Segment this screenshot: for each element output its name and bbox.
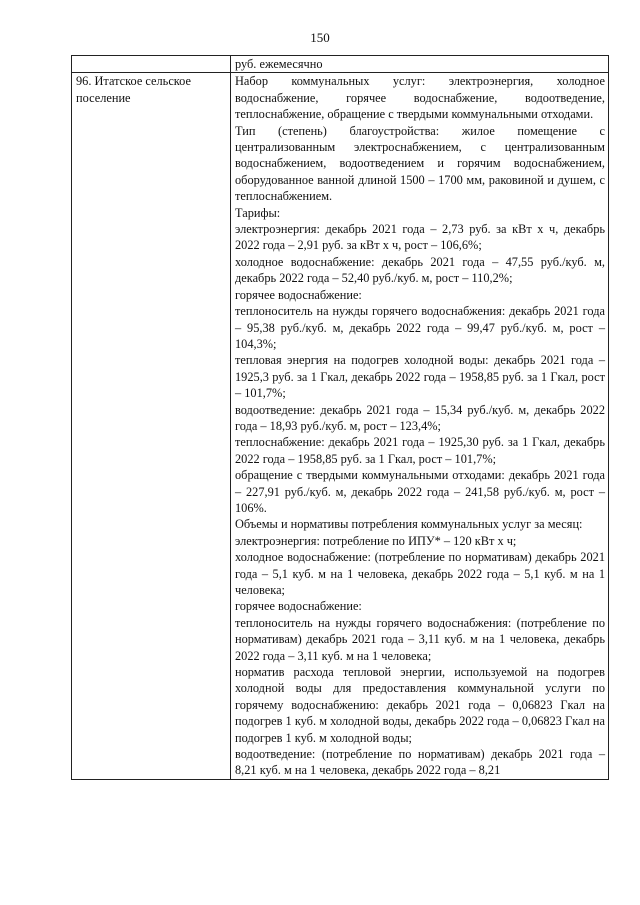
paragraph-tariff-heating: теплоснабжение: декабрь 2021 года – 1925,30 руб. за 1 Гкал, декабрь 2022 года – 1958,85 руб. за 1 Гкал, рост – 101,7%; xyxy=(235,435,605,466)
paragraph-tariff-sewerage: водоотведение: декабрь 2021 года – 15,34 руб./куб. м, декабрь 2022 года – 18,93 руб./куб. м, рост – 123,4%; xyxy=(235,402,605,433)
paragraph-tariffs-heading: Тарифы: xyxy=(235,205,281,220)
page-number: 150 xyxy=(310,30,330,45)
paragraph-volume-sewerage: водоотведение: (потребление по нормативам) декабрь 2021 года – 8,21 куб. м на 1 человека, декабрь 2022 года – 8,21 xyxy=(235,747,605,778)
settlement-name: 96. Итатское сельское поселение xyxy=(76,74,191,105)
settlement-cell xyxy=(72,73,231,779)
paragraph-volume-electricity: электроэнергия: потребление по ИПУ* – 120 кВт х ч; xyxy=(235,533,517,548)
continuation-text: руб. ежемесячно xyxy=(235,57,323,71)
tariff-table xyxy=(71,55,609,780)
paragraph-hot-water-heading: горячее водоснабжение: xyxy=(235,287,362,302)
table-row-entry xyxy=(72,73,609,779)
paragraph-volumes-heading: Объемы и нормативы потребления коммунальных услуг за месяц: xyxy=(235,517,583,532)
paragraph-volume-heat-norm: норматив расхода тепловой энергии, используемой на подогрев холодной воды для предоставления коммунальной услуги по горячему водоснабжению: декабрь 2021 года – 0,06823 Гкал на подогрев 1 куб. м холодной воды, декабрь 2022 года – 0,06823 Гкал на подогрев 1 куб. м холодной воды; xyxy=(235,665,605,745)
paragraph-volume-cold-water: холодное водоснабжение: (потребление по нормативам) декабрь 2021 года – 5,1 куб. м на 1 человека, декабрь 2022 года – 5,1 куб. м на 1 человека; xyxy=(235,550,605,597)
paragraph-services: Набор коммунальных услуг: электроэнергия, холодное водоснабжение, горячее водоснабжение, водоотведение, теплоснабжение, обращение с твердыми коммунальными отходами. xyxy=(235,74,605,122)
paragraph-tariff-waste: обращение с твердыми коммунальными отходами: декабрь 2021 года – 227,91 руб./куб. м, декабрь 2022 года – 241,58 руб./куб. м, рост – 106%. xyxy=(235,468,605,515)
continuation-right-cell xyxy=(231,56,609,73)
continuation-left-cell xyxy=(72,56,231,73)
paragraph-tariff-heat-carrier: теплоноситель на нужды горячего водоснабжения: декабрь 2021 года – 95,38 руб./куб. м, декабрь 2022 года – 99,47 руб./куб. м, рост – 104,3%; xyxy=(235,304,605,351)
paragraph-volume-hot-water-heading: горячее водоснабжение: xyxy=(235,599,362,614)
details-cell xyxy=(231,73,609,779)
paragraph-volume-heat-carrier: теплоноситель на нужды горячего водоснабжения: (потребление по нормативам) декабрь 2021 года – 3,11 куб. м на 1 человека, декабрь 2022 года – 3,11 куб. м на 1 человека; xyxy=(235,615,605,663)
paragraph-tariff-cold-water: холодное водоснабжение: декабрь 2021 года – 47,55 руб./куб. м, декабрь 2022 года – 52,40 руб./куб. м, рост – 110,2%; xyxy=(235,254,605,286)
table-row-continuation xyxy=(72,56,609,73)
paragraph-tariff-electricity: электроэнергия: декабрь 2021 года – 2,73 руб. за кВт х ч, декабрь 2022 года – 2,91 руб. за кВт х ч, рост – 106,6%; xyxy=(235,222,605,253)
paragraph-amenity-type: Тип (степень) благоустройства: жилое помещение с централизованным электроснабжением, с централизованным водоснабжением, водоотведением и горячим водоснабжением, оборудованное ванной длиной 1500 – 1700 мм, раковиной и душем, с теплоснабжением. xyxy=(235,123,605,204)
paragraph-tariff-heat-energy: тепловая энергия на подогрев холодной воды: декабрь 2021 года – 1925,3 руб. за 1 Гкал, декабрь 2022 года – 1958,85 руб. за 1 Гкал, рост – 101,7%; xyxy=(235,353,605,401)
